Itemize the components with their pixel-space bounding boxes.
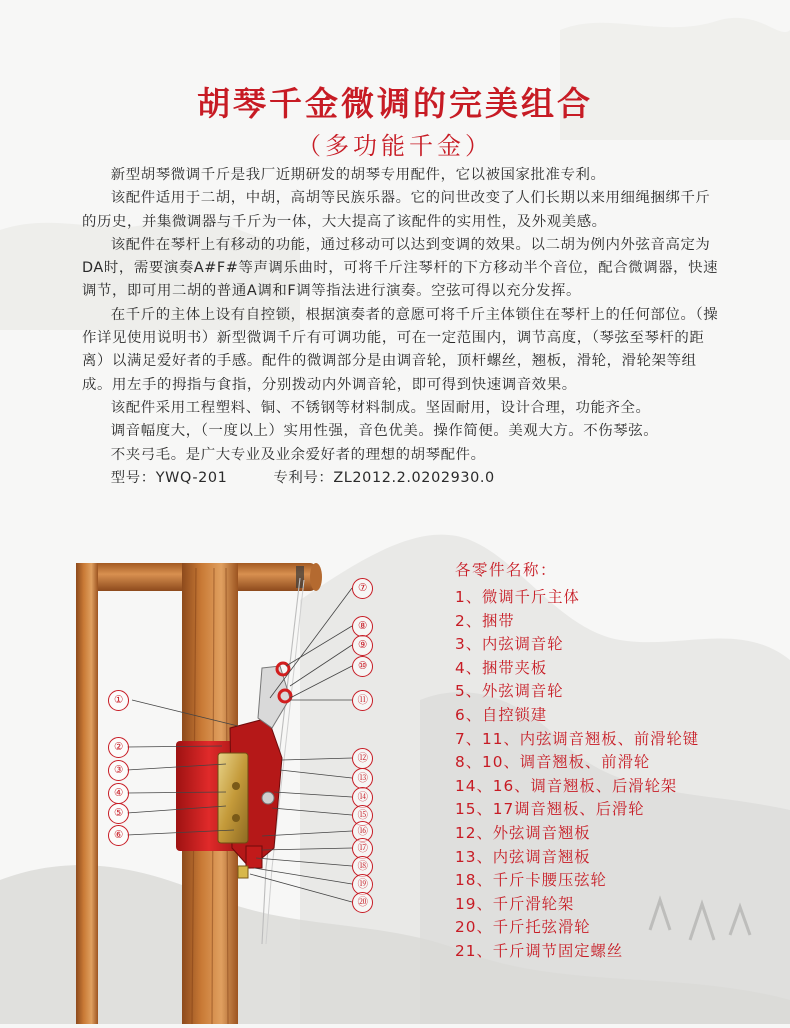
description-text [82,164,722,490]
part-item: 1、微调千斤主体 [455,588,580,606]
part-marker-15: ⑮ [352,805,373,826]
part-marker-18: ⑱ [352,856,373,877]
part-marker-2: ② [108,737,129,758]
part-item: 5、外弦调音轮 [455,682,564,701]
part-marker-7: ⑦ [352,578,373,599]
page-subtitle: （多功能千金） [297,132,493,160]
intro-paragraph: 该配件适用于二胡，中胡，高胡等民族乐器。它的问世改变了人们长期以来用细绳捆绑千斤的历史，并集微调器与千斤为一体，大大提高了该配件的实用性，及外观美感。 [82,190,711,230]
part-marker-11: ⑪ [352,690,373,711]
part-item: 12、外弦调音翘板 [455,823,591,842]
part-item: 18、千斤卡腰压弦轮 [455,871,607,890]
part-item: 6、自控锁建 [455,705,548,724]
patent-number: 专利号：ZL2012.2.0202930.0 [273,469,495,486]
parts-list-heading: 各零件名称： [455,561,558,579]
intro-paragraph: 该配件在琴杆上有移动的功能，通过移动可以达到变调的效果。以二胡为例内外弦音高定为DA时，需要演奏A#F#等声调乐曲时，可将千斤注琴杆的下方移动半个音位，配合微调器，快速调节，即可用二胡的普通A调和F调等指法进行演奏。空弦可得以充分发挥。 [82,236,719,300]
erhu-tuner-diagram [0,548,420,1024]
part-marker-4: ④ [108,783,129,804]
part-marker-13: ⑬ [352,768,373,789]
part-item: 19、千斤滑轮架 [455,894,575,913]
intro-paragraph: 该配件采用工程塑料、铜、不锈钢等材料制成。坚固耐用，设计合理，功能齐全。 [110,399,651,416]
part-marker-19: ⑲ [352,874,373,895]
part-item: 13、内弦调音翘板 [455,847,591,866]
part-item: 7、11、内弦调音翘板、前滑轮键 [455,729,700,748]
intro-paragraph: 调音幅度大，（一度以上）实用性强，音色优美。操作简便。美观大方。不伤琴弦。 [110,423,659,440]
parts-list-panel [455,558,785,964]
part-item: 3、内弦调音轮 [455,635,564,654]
part-marker-16: ⑯ [352,821,373,842]
model-number: 型号：YWQ-201 [110,469,228,486]
part-marker-6: ⑥ [108,825,129,846]
part-marker-9: ⑨ [352,635,373,656]
parts-list [455,586,785,964]
part-item: 4、捆带夹板 [455,658,548,677]
part-marker-17: ⑰ [352,838,373,859]
intro-paragraph: 在千斤的主体上设有自控锁，根据演奏者的意愿可将千斤主体锁住在琴杆上的任何部位。（操作详见使用说明书）新型微调千斤有可调功能，可在一定范围内，调节高度，（琴弦至琴杆的距离）以满足爱好者的手感。配件的微调部分是由调音轮，顶杆螺丝，翘板，滑轮，滑轮架等组成。用左手的拇指与食指，分别拨动内外调音轮，即可得到快速调音效果。 [82,306,719,393]
part-item: 2、捆带 [455,611,515,630]
part-item: 8、10、调音翘板、前滑轮 [455,753,651,772]
part-item: 21、千斤调节固定螺丝 [455,941,624,960]
page-title: 胡琴千金微调的完美组合 [197,84,593,123]
intro-paragraph: 不夹弓毛。是广大专业及业余爱好者的理想的胡琴配件。 [110,446,486,463]
part-marker-1: ① [108,690,129,711]
part-item: 20、千斤托弦滑轮 [455,918,591,937]
part-marker-20: ⑳ [352,892,373,913]
part-item: 15、17调音翘板、后滑轮 [455,800,645,819]
part-marker-3: ③ [108,760,129,781]
part-marker-8: ⑧ [352,616,373,637]
part-marker-10: ⑩ [352,656,373,677]
part-item: 14、16、调音翘板、后滑轮架 [455,776,678,795]
part-marker-14: ⑭ [352,787,373,808]
part-marker-12: ⑫ [352,748,373,769]
product-info [82,467,722,490]
part-marker-5: ⑤ [108,803,129,824]
intro-paragraph: 新型胡琴微调千斤是我厂近期研发的胡琴专用配件，它以被国家批准专利。 [110,167,606,183]
